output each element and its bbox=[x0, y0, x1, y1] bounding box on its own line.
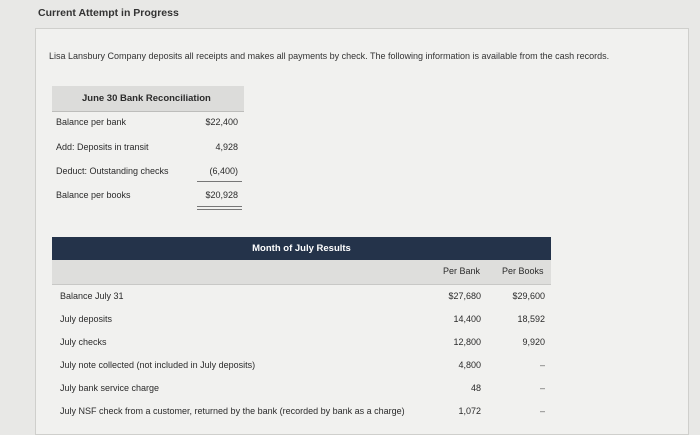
table-row bbox=[52, 286, 551, 309]
total-double-rule bbox=[197, 206, 242, 210]
row-label: July NSF check from a customer, returned by the bank (recorded by bank as a charge) bbox=[60, 406, 405, 416]
row-label: July checks bbox=[60, 337, 107, 347]
row-label: July note collected (not included in July deposits) bbox=[60, 360, 256, 370]
per-books-value: – bbox=[539, 360, 545, 370]
recon-row-deposits-in-transit bbox=[52, 138, 244, 160]
recon-amount: (6,400) bbox=[209, 166, 238, 176]
per-books-value: – bbox=[539, 406, 545, 416]
reconciliation-title: June 30 Bank Reconciliation bbox=[52, 86, 244, 112]
recon-row-balance-per-bank bbox=[52, 113, 244, 135]
month-results-title: Month of July Results bbox=[52, 237, 551, 260]
table-row bbox=[52, 401, 551, 424]
per-bank-value: 1,072 bbox=[458, 406, 481, 416]
question-intro: Lisa Lansbury Company deposits all receipts and makes all payments by check. The following information is available from the cash records. bbox=[49, 51, 610, 61]
table-row bbox=[52, 355, 551, 378]
recon-row-balance-per-books bbox=[52, 186, 244, 208]
per-books-value: 18,592 bbox=[517, 314, 545, 324]
column-header-per-books: Per Books bbox=[502, 266, 544, 276]
recon-amount: $22,400 bbox=[205, 117, 238, 127]
recon-amount: 4,928 bbox=[215, 142, 238, 152]
recon-amount: $20,928 bbox=[205, 190, 238, 200]
per-books-value: 9,920 bbox=[522, 337, 545, 347]
recon-label: Balance per bank bbox=[56, 117, 127, 127]
page-title: Current Attempt in Progress bbox=[38, 7, 179, 19]
row-label: Balance July 31 bbox=[60, 291, 124, 301]
per-bank-value: 48 bbox=[470, 383, 481, 393]
per-bank-value: 12,800 bbox=[453, 337, 481, 347]
recon-label: Balance per books bbox=[56, 190, 131, 200]
per-books-value: – bbox=[539, 383, 545, 393]
recon-label: Deduct: Outstanding checks bbox=[56, 166, 169, 176]
per-bank-value: 4,800 bbox=[458, 360, 481, 370]
recon-label: Add: Deposits in transit bbox=[56, 142, 149, 152]
column-header-per-bank: Per Bank bbox=[443, 266, 481, 276]
per-bank-value: 14,400 bbox=[453, 314, 481, 324]
table-row bbox=[52, 378, 551, 401]
table-row bbox=[52, 309, 551, 332]
table-row bbox=[52, 332, 551, 355]
subtotal-rule bbox=[197, 181, 242, 182]
per-bank-value: $27,680 bbox=[448, 291, 481, 301]
per-books-value: $29,600 bbox=[512, 291, 545, 301]
row-label: July bank service charge bbox=[60, 383, 160, 393]
row-label: July deposits bbox=[60, 314, 113, 324]
